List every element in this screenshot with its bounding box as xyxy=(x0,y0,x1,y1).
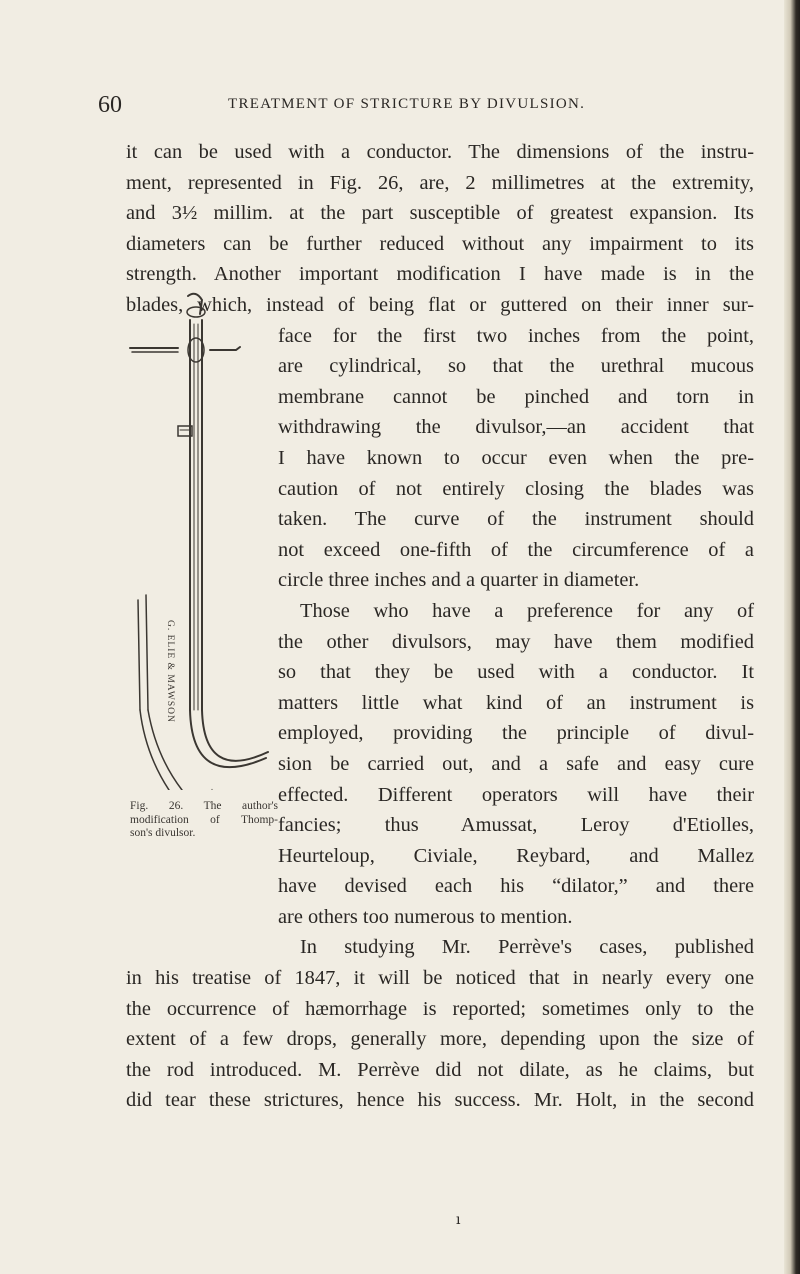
text-line: taken. The curve of the instrument should xyxy=(278,508,754,531)
text-line: ment, represented in Fig. 26, are, 2 millimetres at the extremity, xyxy=(126,171,754,194)
text-line: diameters can be further reduced without any impairment to its xyxy=(126,232,754,255)
text-line: face for the first two inches from the point, xyxy=(278,324,754,347)
text-line: not exceed one-fifth of the circumference of a xyxy=(278,538,754,561)
text-line: membrane cannot be pinched and torn in xyxy=(278,385,754,408)
text-line: withdrawing the divulsor,—an accident that xyxy=(278,416,754,439)
text-line: strength. Another important modification I have made is in the xyxy=(126,263,754,286)
text-line: it can be used with a conductor. The dimensions of the instru- xyxy=(126,141,754,163)
text-line: Those who have a preference for any of xyxy=(300,599,754,622)
page-edge-shadow xyxy=(784,0,800,1274)
print-mark: ı xyxy=(456,1212,461,1228)
maker-mark-text: G. ELIE & MAWSON xyxy=(165,620,175,723)
text-line: and 3½ millim. at the part susceptible of greatest expansion. Its xyxy=(126,202,754,225)
text-line: fancies; thus Amussat, Leroy d'Etiolles, xyxy=(278,814,754,837)
text-line: sion be carried out, and a safe and easy cure xyxy=(278,752,754,775)
bottom-paragraph xyxy=(126,963,754,1116)
divulsor-illustration xyxy=(126,290,276,790)
text-line: are cylindrical, so that the urethral mucous xyxy=(278,355,754,378)
side-text-column xyxy=(278,321,754,963)
caption-line: son's divulsor. xyxy=(130,827,196,839)
text-line: did tear these strictures, hence his success. Mr. Holt, in the second xyxy=(126,1089,754,1112)
text-line: blades, which, instead of being flat or guttered on their inner sur- xyxy=(126,293,754,316)
text-line: effected. Different operators will have their xyxy=(278,783,754,806)
text-line: are others too numerous to mention. xyxy=(278,905,573,928)
text-line: the other divulsors, may have them modified xyxy=(278,630,754,653)
running-head: TREATMENT OF STRICTURE BY DIVULSION. xyxy=(228,96,586,112)
caption-line: Fig. 26. The author's xyxy=(130,800,278,812)
figure-caption xyxy=(130,800,278,841)
text-line: caution of not entirely closing the blades was xyxy=(278,477,754,500)
text-line: extent of a few drops, generally more, depending upon the size of xyxy=(126,1028,754,1051)
text-line: have devised each his “dilator,” and there xyxy=(278,875,754,898)
text-line: circle three inches and a quarter in diameter. xyxy=(278,569,640,592)
text-line: Heurteloup, Civiale, Reybard, and Mallez xyxy=(278,844,754,867)
text-line: so that they be used with a conductor. It xyxy=(278,661,754,684)
text-line: matters little what kind of an instrument is xyxy=(278,691,754,714)
text-line: in his treatise of 1847, it will be noticed that in nearly every one xyxy=(126,967,754,989)
text-line: the occurrence of hæmorrhage is reported; sometimes only to the xyxy=(126,997,754,1020)
text-line: In studying Mr. Perrève's cases, published xyxy=(300,936,754,959)
text-line: the rod introduced. M. Perrève did not dilate, as he claims, but xyxy=(126,1058,754,1081)
caption-line: modification of Thomp- xyxy=(130,813,278,826)
text-line: employed, providing the principle of divul- xyxy=(278,722,754,745)
page-number: 60 xyxy=(98,92,122,118)
text-line: I have known to occur even when the pre- xyxy=(278,446,754,469)
